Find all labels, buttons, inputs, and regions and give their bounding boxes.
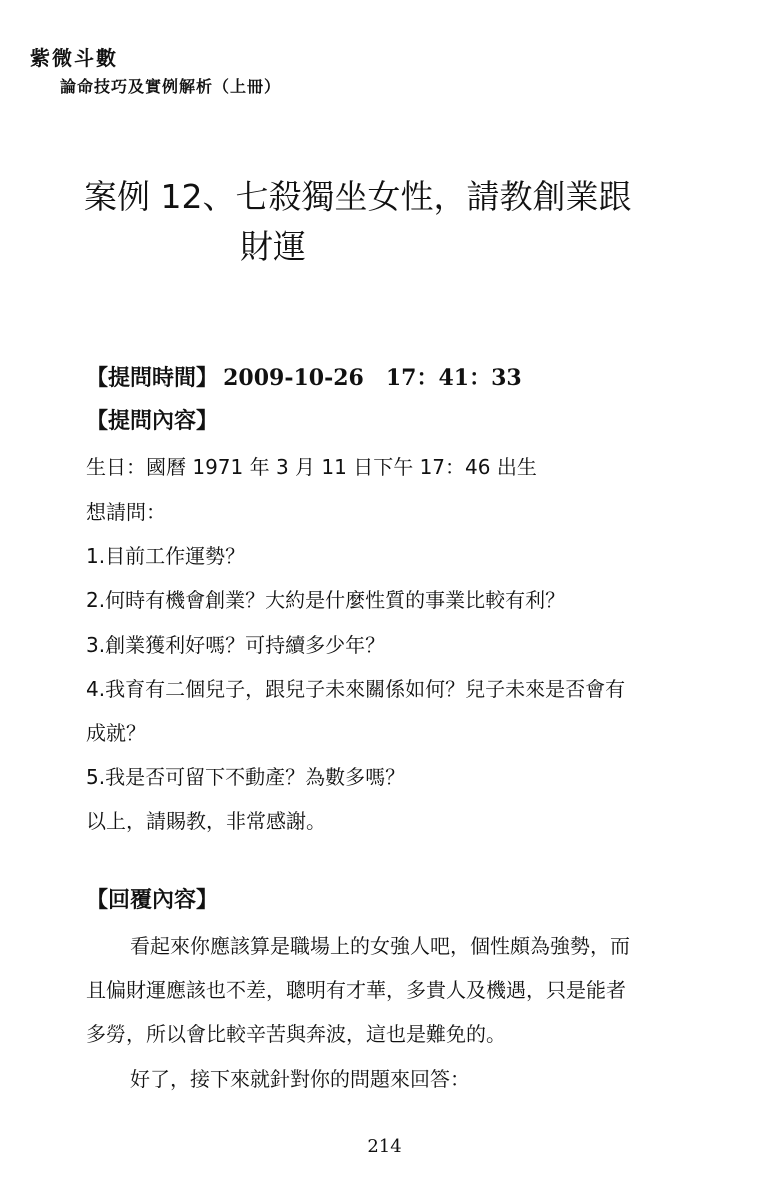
reply-line-1: 看起來你應該算是職場上的女強人吧，個性頗為強勢，而 (130, 934, 630, 958)
question-line-5: 5.我是否可留下不動產？為數多嗎？ (86, 765, 406, 789)
case-title-line-1: 案例 12、七殺獨坐女性，請教創業跟 (84, 177, 632, 216)
question-line-3: 3.創業獲利好嗎？可持續多少年？ (86, 633, 386, 657)
reply-line-2: 且偏財運應該也不差，聰明有才華，多貴人及機遇，只是能者 (86, 978, 626, 1002)
reply-content-label: 【回覆內容】 (86, 887, 219, 913)
book-subtitle: 論命技巧及實例解析（上冊） (60, 77, 282, 96)
case-title-line-2: 財運 (240, 227, 306, 266)
book-series-title: 紫微斗數 (30, 46, 118, 70)
question-line-birthday: 生日：國曆 1971 年 3 月 11 日下午 17：46 出生 (86, 455, 537, 479)
reply-line-4: 好了，接下來就針對你的問題來回答： (130, 1067, 470, 1091)
question-time-label: 【提問時間】 (86, 365, 219, 391)
question-line-closing: 以上，請賜教，非常感謝。 (86, 809, 326, 833)
question-line-2: 2.何時有機會創業？大約是什麼性質的事業比較有利？ (86, 588, 566, 612)
reply-line-3: 多勞，所以會比較辛苦與奔波，這也是難免的。 (86, 1022, 506, 1046)
question-line-4-cont: 成就？ (86, 721, 146, 745)
question-content-label: 【提問內容】 (86, 408, 219, 434)
question-line-intro: 想請問： (86, 500, 166, 524)
question-line-4: 4.我育有二個兒子，跟兒子未來關係如何？兒子未來是否會有 (86, 677, 626, 701)
question-time-row (86, 361, 522, 392)
page-number: 214 (367, 1136, 402, 1157)
question-time-value: 2009-10-26 17：41：33 (223, 365, 522, 391)
question-line-1: 1.目前工作運勢？ (86, 544, 246, 568)
